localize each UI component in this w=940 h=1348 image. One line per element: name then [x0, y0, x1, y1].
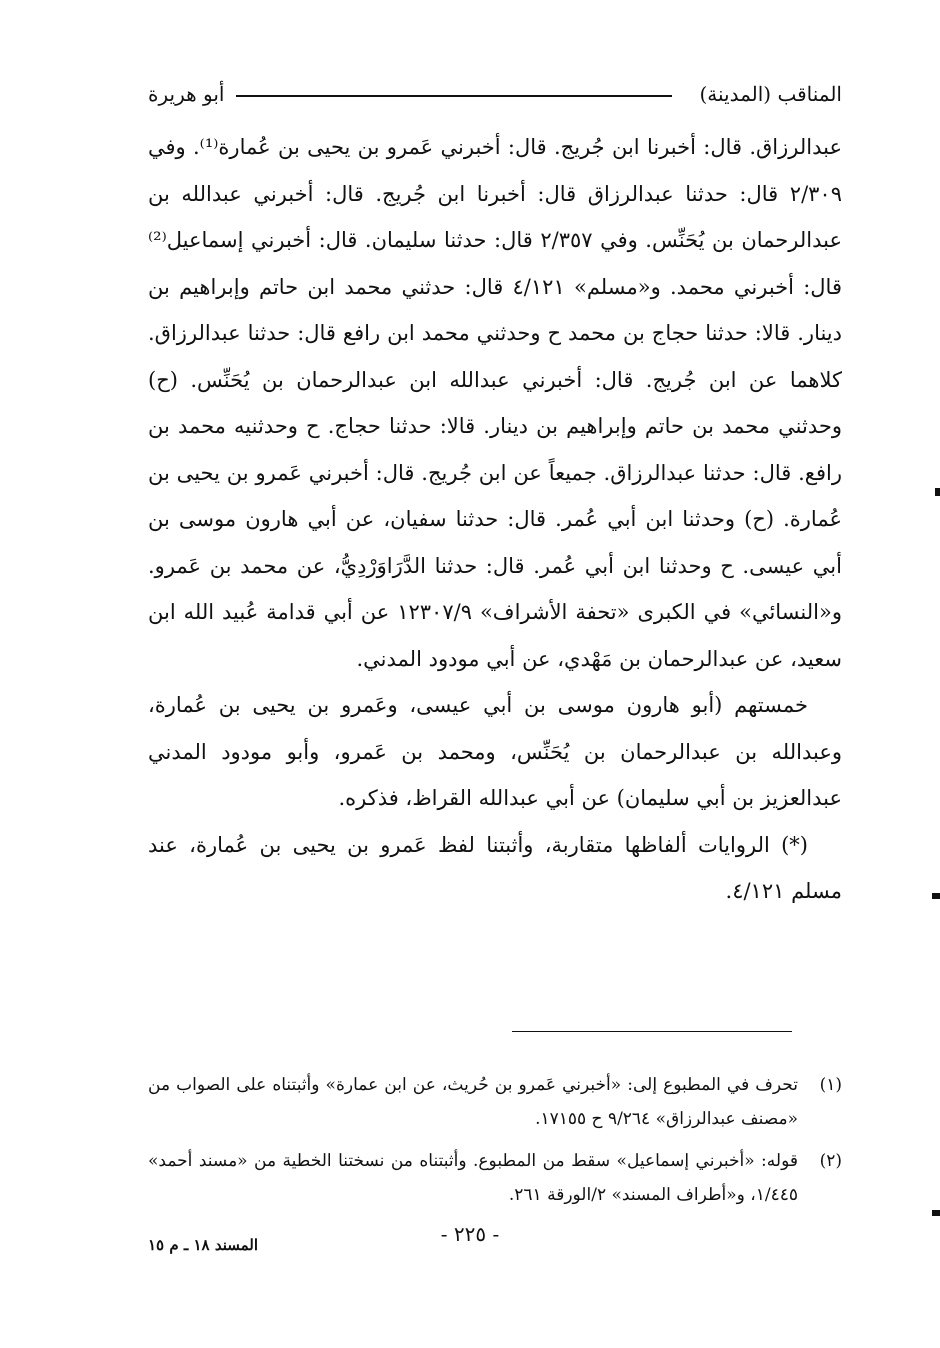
- footnote-separator: [512, 1031, 792, 1032]
- running-header: [148, 82, 842, 116]
- footnotes: [148, 1068, 842, 1220]
- series-signature: المسند ١٨ ـ م ١٥: [148, 1236, 259, 1254]
- footnote-number: (١): [819, 1075, 842, 1095]
- paragraph-note: (*) الروايات ألفاظها متقاربة، وأثبتنا لفظ عَمرو بن يحيى بن عُمارة، عند مسلم ٤/١٢١.: [148, 832, 842, 903]
- header-rule: [236, 95, 672, 97]
- footnote-text: قوله: «أخبرني إسماعيل» سقط من المطبوع. وأثبتناه من نسختنا الخطية من «مسند أحمد» ١/٤٤٥، و«أطراف المسند» ٢/الورقة ٢٦١.: [148, 1151, 798, 1205]
- footnote-number: (٢): [819, 1151, 842, 1171]
- main-text: [148, 124, 842, 915]
- scan-edge-mark: [932, 893, 940, 899]
- header-section-title: المناقب (المدينة): [699, 82, 842, 106]
- footnote-2: [148, 1144, 842, 1212]
- scan-edge-mark: [935, 488, 940, 496]
- footnote-text: تحرف في المطبوع إلى: «أخبرني عَمرو بن حُريث، عن ابن عمارة» وأثبتناه على الصواب من «مصنف عبدالرزاق» ٩/٢٦٤ ح ١٧١٥٥.: [148, 1075, 798, 1129]
- scan-edge-mark: [932, 1210, 940, 1216]
- footnote-1: [148, 1068, 842, 1136]
- page-number: - ٢٢٥ -: [440, 1222, 500, 1246]
- paragraph-summary: خمستهم (أبو هارون موسى بن أبي عيسى، وعَمرو بن يحيى بن عُمارة، وعبدالله بن عبدالرحمان بن يُحَنِّس، ومحمد بن عَمرو، وأبو مودود المدني عبدالعزيز بن أبي سليمان) عن أبي عبدالله القراظ، فذكره.: [148, 693, 842, 810]
- header-chapter-title: أبو هريرة: [148, 82, 225, 106]
- paragraph-isnad: عبدالرزاق. قال: أخبرنا ابن جُريج. قال: أخبرني عَمرو بن يحيى بن عُمارة⁽¹⁾. وفي ٢/٣٠٩ قال: حدثنا عبدالرزاق قال: أخبرنا ابن جُريج. قال: أخبرني عبدالله بن عبدالرحمان بن يُحَنِّس. وفي ٢/٣٥٧ قال: حدثنا سليمان. قال: أخبرني إسماعيل⁽²⁾ قال: أخبرني محمد. و«مسلم» ٤/١٢١ قال: حدثني محمد ابن حاتم وإبراهيم بن دينار. قالا: حدثنا حجاج بن محمد ح وحدثني محمد ابن رافع قال: حدثنا عبدالرزاق. كلاهما عن ابن جُريج. قال: أخبرني عبدالله ابن عبدالرحمان بن يُحَنِّس. (ح) وحدثني محمد بن حاتم وإبراهيم بن دينار. قالا: حدثنا حجاج. ح وحدثنيه محمد بن رافع. قال: حدثنا عبدالرزاق. جميعاً عن ابن جُريج. قال: أخبرني عَمرو بن يحيى بن عُمارة. (ح) وحدثنا ابن أبي عُمر. قال: حدثنا سفيان، عن أبي هارون موسى بن أبي عيسى. ح وحدثنا ابن أبي عُمر. قال: حدثنا الدَّرَاوَرْدِيُّ، عن محمد بن عَمرو. و«النسائي» في الكبرى «تحفة الأشراف» ١٢٣٠٧/٩ عن أبي قدامة عُبيد الله ابن سعيد، عن عبدالرحمان بن مَهْدي، عن أبي مودود المدني.: [148, 135, 842, 671]
